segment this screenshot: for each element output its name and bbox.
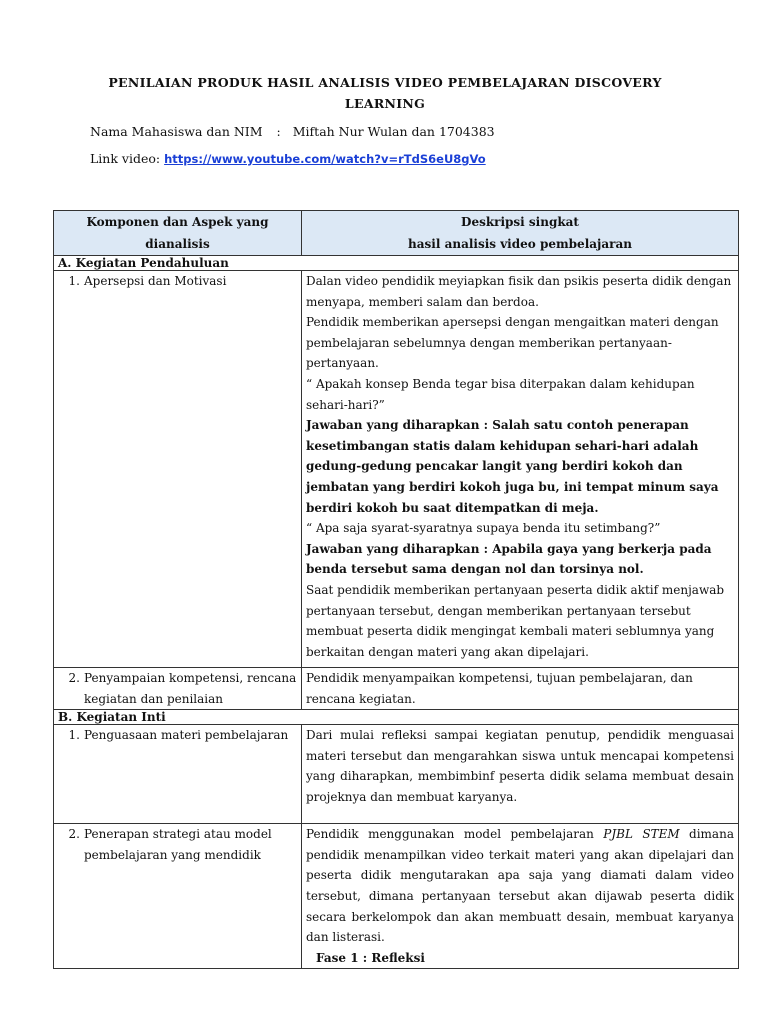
row2-number: 2. bbox=[68, 671, 80, 685]
table-row bbox=[54, 271, 739, 668]
row1-desc-p3: “ Apakah konsep Benda tegar bisa diterpakan dalam kehidupan sehari-hari?” bbox=[306, 376, 695, 412]
header-description-line-1: Deskripsi singkat bbox=[461, 215, 579, 229]
row1-desc-p5: “ Apa saja syarat-syaratnya supaya benda itu setimbang?” bbox=[306, 521, 661, 536]
row3-description: Dari mulai refleksi sampai kegiatan penutup, pendidik menguasai materi tersebut dan mengarahkan siswa untuk mencapai kompetensi yang diharapkan, membimbinf peserta didik selama membuat desain projeknya dan membuat karyanya. bbox=[302, 725, 739, 824]
title-line-1: PENILAIAN PRODUK HASIL ANALISIS VIDEO PEMBELAJARAN DISCOVERY bbox=[108, 75, 662, 90]
title-line-2: LEARNING bbox=[344, 96, 426, 111]
row1-desc-p1: Dalan video pendidik meyiapkan fisik dan psikis peserta didik dengan menyapa, memberi salam dan berdoa. bbox=[306, 274, 732, 309]
student-name-line bbox=[90, 124, 495, 139]
video-link-line bbox=[90, 151, 486, 166]
row4-label-cell bbox=[54, 824, 302, 969]
document-title bbox=[90, 72, 680, 114]
section-b-label: B. Kegiatan Inti bbox=[54, 710, 739, 725]
header-component-line-1: Komponen dan Aspek yang bbox=[86, 215, 269, 229]
table-row bbox=[54, 668, 739, 710]
row1-label: Apersepsi dan Motivasi bbox=[84, 274, 227, 288]
row4-desc-start: Pendidik menggunakan model pembelajaran bbox=[306, 827, 594, 842]
row3-number: 1. bbox=[68, 728, 80, 743]
row2-label-cell bbox=[54, 668, 302, 710]
analysis-table bbox=[53, 210, 739, 969]
row1-desc-p7: Saat pendidik memberikan pertanyaan peserta didik aktif menjawab pertanyaan tersebut, dengan memberikan pertanyaan tersebut membuat peserta didik mengingat kembali materi seblumnya yang berkaitan dengan materi yang akan dipelajari. bbox=[306, 582, 725, 659]
header-component bbox=[54, 211, 302, 256]
video-link[interactable]: https://www.youtube.com/watch?v=rTdS6eU8gVo bbox=[164, 152, 486, 166]
row2-label-line-2: kegiatan dan penilaian bbox=[84, 691, 224, 706]
fase-1-heading: Fase 1 : Refleksi bbox=[316, 950, 425, 965]
header-description bbox=[302, 211, 739, 256]
table-header-row bbox=[54, 211, 739, 256]
name-label: Nama Mahasiswa dan NIM bbox=[90, 124, 263, 139]
table-row bbox=[54, 824, 739, 969]
header-description-line-2: hasil analisis video pembelajaran bbox=[408, 237, 632, 251]
row4-label-line-1: Penerapan strategi atau model bbox=[84, 827, 272, 842]
link-label: Link video: bbox=[90, 151, 161, 166]
row1-desc-p6: Jawaban yang diharapkan : Apabila gaya yang berkerja pada benda tersebut sama dengan nol dan torsinya nol. bbox=[306, 541, 712, 577]
row4-number: 2. bbox=[68, 827, 80, 842]
header-component-line-2: dianalisis bbox=[145, 237, 210, 251]
row3-label-cell bbox=[54, 725, 302, 824]
row4-label-line-2: pembelajaran yang mendidik bbox=[84, 847, 261, 862]
row4-description bbox=[302, 824, 739, 969]
row2-label-line-1: Penyampaian kompetensi, rencana bbox=[84, 671, 297, 685]
row2-description: Pendidik menyampaikan kompetensi, tujuan pembelajaran, dan rencana kegiatan. bbox=[302, 668, 739, 710]
row1-desc-p2: Pendidik memberikan apersepsi dengan mengaitkan materi dengan pembelajaran sebelumnya dengan memberikan pertanyaan-pertanyaan. bbox=[306, 315, 719, 371]
row1-number: 1. bbox=[68, 274, 80, 288]
row3-label: Penguasaan materi pembelajaran bbox=[84, 728, 289, 743]
row1-label-cell bbox=[54, 271, 302, 668]
section-row-b bbox=[54, 710, 739, 725]
row1-description bbox=[302, 271, 739, 668]
section-row-a bbox=[54, 256, 739, 271]
section-a-label: A. Kegiatan Pendahuluan bbox=[54, 256, 739, 271]
name-separator: : bbox=[276, 124, 281, 139]
table-row bbox=[54, 725, 739, 824]
name-value: Miftah Nur Wulan dan 1704383 bbox=[292, 124, 495, 139]
row1-desc-p4: Jawaban yang diharapkan : Salah satu contoh penerapan kesetimbangan statis dalam kehidupan sehari-hari adalah gedung-gedung pencakar langit yang berdiri kokoh dan jembatan yang berdiri kokoh juga bu, ini tempat minum saya berdiri kokoh bu saat ditempatkan di meja. bbox=[306, 418, 719, 515]
row4-desc-rest: dimana pendidik menampilkan video terkait materi yang akan dipelajari dan peserta didik mengutarakan apa saja yang diamati dalam video tersebut, dimana pertanyaan tersebut akan dijawab peserta didik secara berkelompok dan akan membuatt desain, membuat karyanya dan listerasi. bbox=[306, 827, 734, 945]
row4-desc-model: PJBL STEM bbox=[603, 827, 680, 842]
